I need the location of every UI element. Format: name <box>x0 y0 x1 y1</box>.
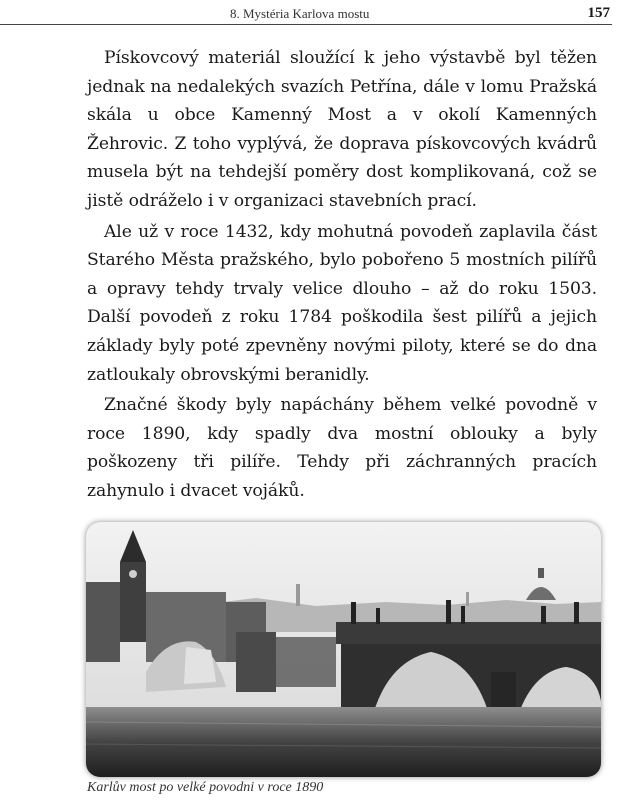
page-number: 157 <box>587 5 610 21</box>
bridge-photo <box>86 522 601 777</box>
running-header <box>0 0 630 26</box>
body-text <box>87 44 597 508</box>
bridge-photo-illustration <box>86 522 601 777</box>
paragraph-flood-1890: Značné škody byly napáchány během velké povodně v roce 1890, kdy spadly dva mostní oblouky a byly poškozeny tři pilíře. Tehdy při záchranných pracích zahynulo i dvacet vojáků. <box>87 395 597 501</box>
paragraph-flood-1432: Ale už v roce 1432, kdy mohutná povodeň zaplavila část Starého Města pražského, bylo pobořeno 5 mostních pilířů a opravy tehdy trvaly velice dlouho – až do roku 1503. Další povodeň z roku 1784 poškodila šest pilířů a jejich základy byly poté zpevněny novými piloty, které se do dna zatloukaly obrovskými beranidly. <box>87 221 597 385</box>
running-title: 8. Mystéria Karlova mostu <box>230 6 370 21</box>
header-rule <box>0 24 612 25</box>
figure-caption: Karlův most po velké povodni v roce 1890 <box>87 780 324 795</box>
paragraph-quarrying: Pískovcový materiál sloužící k jeho výstavbě byl těžen jednak na nedalekých svazích Petřína, dále v lomu Pražská skála u obce Kamenný Most a v okolí Kamenných Žehrovic. Z toho vyplývá, že doprava pískovcových kvádrů musela být na tehdejší poměry dost komplikovaná, což se jistě odráželo i v organizaci stavebních prací. <box>87 48 597 211</box>
